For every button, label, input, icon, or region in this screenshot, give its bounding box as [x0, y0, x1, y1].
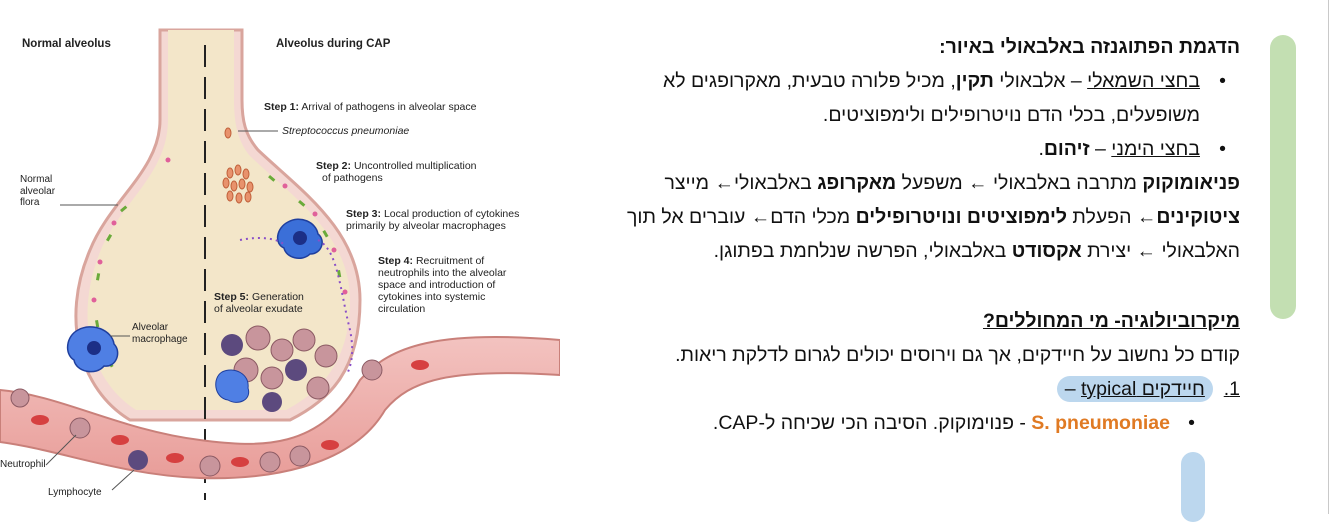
- bullet-dot-icon: •: [1188, 412, 1195, 434]
- pathogen-label: Streptococcus pneumoniae: [282, 125, 410, 137]
- alveolus-lumen: [88, 30, 350, 410]
- bullet-left-half-cont: משופעלים, בכלי הדם נויטרופילים ולימפוציטים.: [822, 104, 1200, 126]
- page-edge: [1328, 0, 1329, 514]
- bullet-dot-icon: •: [1219, 138, 1226, 160]
- cap-pathogenesis-figure: [0, 0, 560, 514]
- step2-label: Step 2: Uncontrolled multiplication of pathogens: [316, 160, 477, 184]
- neutrophil-label: Neutrophil: [0, 459, 46, 470]
- bullet-right-half: • בחצי הימני – זיהום.: [575, 132, 1240, 166]
- step3-label: Step 3: Local production of cytokines primarily by alveolar macrophages: [346, 208, 520, 232]
- flora-label: Normal alveolar flora: [20, 174, 56, 208]
- bullet-left-half: • בחצי השמאלי – אלבאולי תקין, מכיל פלורה טבעית, מאקרופגים לא: [575, 64, 1240, 98]
- hebrew-text-column: [575, 30, 1240, 440]
- lymphocyte-label: Lymphocyte: [48, 487, 102, 498]
- step4-label: Step 4: Recruitment of neutrophils into the alveolar space and introduction of cytokines into systemic circulation: [378, 255, 507, 315]
- bullet-s-pneumoniae: • S. pneumoniae - פנוימוקוק. הסיבה הכי שכיחה ל-CAP.: [575, 406, 1240, 440]
- macrophage-label: Alveolar macrophage: [132, 322, 188, 345]
- pathogenesis-paragraph: פניאומוקוק מתרבה באלבאולי ← משפעל מאקרופג באלבאולי← מייצר ציטוקינים← הפעלת לימפוציטים ונויטרופילים מכלי הדם← עוברים אל תוך האלבאולי ← יצירת אקסודט באלבאולי, הפרשה שנלחמת בפתוגן.: [627, 172, 1240, 262]
- pathogenesis-heading: הדגמת הפתוגנזה באלבאולי באיור:: [939, 36, 1240, 58]
- step5-label: Step 5: Generation of alveolar exudate: [214, 291, 304, 315]
- step1-label: Step 1: Arrival of pathogens in alveolar space: [264, 101, 477, 113]
- right-title: Alveolus during CAP: [276, 38, 391, 50]
- left-title: Normal alveolus: [22, 38, 111, 50]
- green-highlight-bar: [1270, 35, 1296, 319]
- bullet-dot-icon: •: [1219, 70, 1226, 92]
- microbiology-heading: מיקרוביולוגיה- מי המחוללים?: [982, 310, 1240, 332]
- list-item-typical-bacteria: 1. חיידקים typical –: [575, 372, 1240, 406]
- blue-highlight-bar: [1181, 452, 1205, 522]
- microbiology-intro: קודם כל נחשוב על חיידקים, אך גם וירוסים יכולים לגרום לדלקת ריאות.: [675, 344, 1240, 366]
